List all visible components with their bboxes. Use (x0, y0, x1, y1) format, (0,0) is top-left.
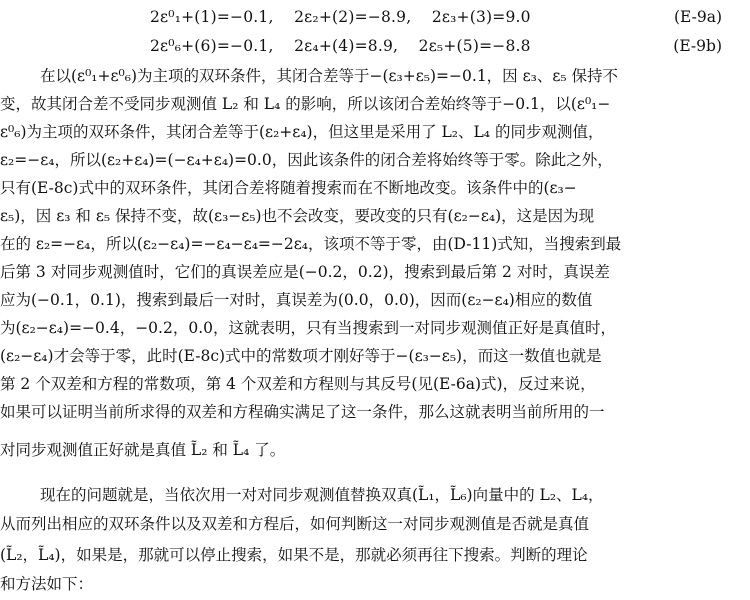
paragraph-line: ε₂=−ε₄，所以(ε₂+ε₄)=(−ε₄+ε₄)=0.0，因此该条件的闭合差将始终等于零。除此之外， (0, 151, 613, 169)
paragraph-line: 变，故其闭合差不受同步观测值 L₂ 和 L₄ 的影响，所以该闭合差始终等于−0.1，以(ε⁰₁− (0, 95, 611, 113)
paragraph-line: 为(ε₂−ε₄)=−0.4，−0.2，0.0，这就表明，只有当搜索到一对同步观测值正好是真值时， (0, 319, 616, 337)
paragraph-line: 应为(−0.1，0.1)，搜索到最后一对时，真误差为(0.0，0.0)，因而(ε₂−ε₄)相应的数值 (0, 291, 593, 309)
paragraph-line: 在的 ε₂=−ε₄，所以(ε₂−ε₄)=−ε₄−ε₄=−2ε₄，该项不等于零，由(D-11)式知，当搜索到最 (0, 235, 622, 253)
paragraph-line: 从而列出相应的双环条件以及双差和方程后，如何判断这一对同步观测值是否就是真值 (0, 515, 590, 533)
paragraph-line: 对同步观测值正好就是真值 L̃₂ 和 L̃₄ 了。 (0, 441, 286, 459)
equation-text: 2ε⁰₆+(6)=−0.1, 2ε₄+(4)=8.9, 2ε₅+(5)=−8.8 (150, 37, 531, 55)
paragraph-line: 后第 3 对同步观测值时，它们的真误差应是(−0.2，0.2)，搜索到最后第 2 对时，真误差 (0, 263, 610, 281)
paragraph-line: 只有(E-8c)式中的双环条件，其闭合差将随着搜索而在不断地改变。该条件中的(ε₃− (0, 179, 577, 197)
equation-number: (E-9b) (673, 37, 722, 55)
paragraph-line: 现在的问题就是，当依次用一对对同步观测值替换双真(L̃₁，L̃₆)向量中的 L₂、L₄， (40, 486, 604, 504)
equation-number: (E-9a) (673, 8, 722, 26)
paragraph-line: ε⁰₆)为主项的双环条件，其闭合差等于(ε₂+ε₄)，但这里是采用了 L₂、L₄ 的同步观测值， (0, 123, 604, 141)
equation-text: 2ε⁰₁+(1)=−0.1, 2ε₂+(2)=−8.9, 2ε₃+(3)=9.0 (150, 8, 531, 26)
paragraph-line: (ε₂−ε₄)才会等于零，此时(E-8c)式中的常数项才刚好等于−(ε₃−ε₅)，而这一数值也就是 (0, 347, 602, 365)
paragraph-line: 如果可以证明当前所求得的双差和方程确实满足了这一条件，那么这就表明当前所用的一 (0, 403, 605, 421)
paragraph-line: 和方法如下： (0, 575, 94, 593)
paragraph-line: 第 2 个双差和方程的常数项，第 4 个双差和方程则与其反号(见(E-6a)式)，反过来说， (0, 375, 596, 393)
paragraph-line: ε₅)，因 ε₃ 和 ε₅ 保持不变，故(ε₃−ε₅)也不会改变，要改变的只有(ε₂−ε₄)，这是因为现 (0, 207, 595, 225)
equation-e9a (0, 4, 750, 30)
paragraph-line: 在以(ε⁰₁+ε⁰₆)为主项的双环条件，其闭合差等于−(ε₃+ε₅)=−0.1，因 ε₃、ε₅ 保持不 (40, 67, 619, 85)
paragraph-line: (L̃₂，L̃₄)，如果是，那就可以停止搜索，如果不是，那就必须再往下搜索。判断的理论 (0, 546, 588, 564)
equation-e9b (0, 33, 750, 59)
